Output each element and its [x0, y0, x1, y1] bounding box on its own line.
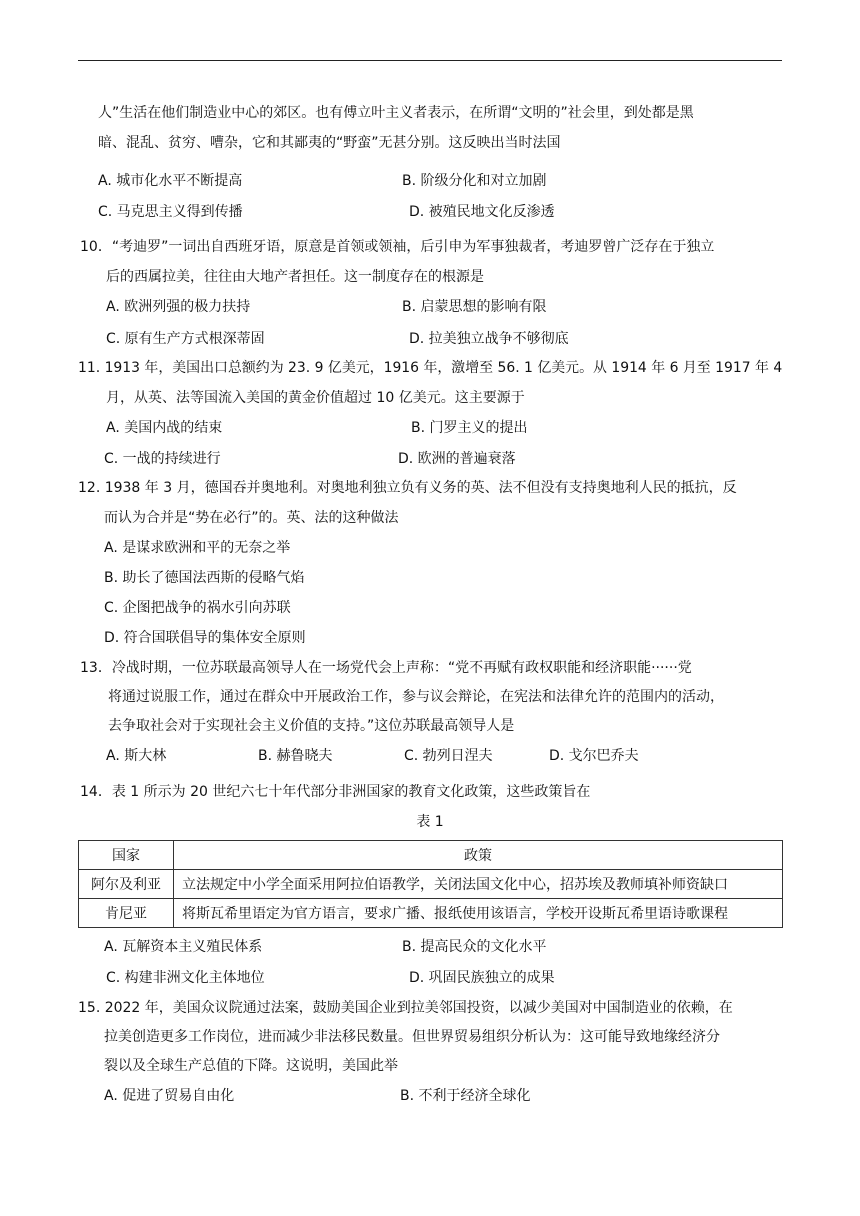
q15-text-line1: 15. 2022 年，美国众议院通过法案，鼓励美国企业到拉美邻国投资，以减少美国对中国制造业的依赖，在 — [78, 1000, 733, 1016]
q14-option-c: C. 构建非洲文化主体地位 — [106, 970, 265, 986]
q12-text-line1: 12. 1938 年 3 月，德国吞并奥地利。对奥地利独立负有义务的英、法不但没有支持奥地利人民的抵抗，反 — [78, 480, 737, 496]
q9-option-d: D. 被殖民地文化反渗透 — [409, 204, 555, 220]
q9-text-line1: 人”生活在他们制造业中心的郊区。也有傅立叶主义者表示，在所谓“文明的”社会里，到处都是黑 — [98, 105, 694, 121]
q12-option-a: A. 是谋求欧洲和平的无奈之举 — [104, 540, 291, 556]
table-header-row — [79, 841, 783, 870]
q9-option-c: C. 马克思主义得到传播 — [98, 204, 243, 220]
table-caption: 表 1 — [416, 814, 444, 830]
q13-text-line2: 将通过说服工作，通过在群众中开展政治工作，参与议会辩论，在宪法和法律允许的范围内的活动， — [108, 689, 724, 705]
q11-option-d: D. 欧洲的普遍衰落 — [398, 451, 516, 467]
table-row — [79, 899, 783, 928]
table-header-country: 国家 — [79, 841, 174, 870]
q10-text-line1: 10．“考迪罗”一词出自西班牙语，原意是首领或领袖，后引申为军事独裁者，考迪罗曾广泛存在于独立 — [80, 239, 715, 255]
q10-text-line2: 后的西属拉美，往往由大地产者担任。这一制度存在的根源是 — [106, 269, 484, 285]
q11-option-b: B. 门罗主义的提出 — [411, 420, 528, 436]
q10-option-a: A. 欧洲列强的极力扶持 — [106, 299, 251, 315]
q13-option-d: D. 戈尔巴乔夫 — [549, 748, 639, 764]
table-cell-policy: 将斯瓦希里语定为官方语言，要求广播、报纸使用该语言，学校开设斯瓦希里语诗歌课程 — [174, 899, 783, 928]
table-cell-policy: 立法规定中小学全面采用阿拉伯语教学，关闭法国文化中心，招苏埃及教师填补师资缺口 — [174, 870, 783, 899]
q12-text-line2: 而认为合并是“势在必行”的。英、法的这种做法 — [104, 510, 399, 526]
q15-option-a: A. 促进了贸易自由化 — [104, 1088, 235, 1104]
q11-option-a: A. 美国内战的结束 — [106, 420, 223, 436]
q9-option-b: B. 阶级分化和对立加剧 — [402, 173, 547, 189]
q11-text-line1: 11. 1913 年，美国出口总额约为 23. 9 亿美元，1916 年，激增至 56. 1 亿美元。从 1914 年 6 月至 1917 年 4 — [78, 360, 783, 376]
table-row — [79, 870, 783, 899]
q11-option-c: C. 一战的持续进行 — [104, 451, 221, 467]
q10-option-b: B. 启蒙思想的影响有限 — [402, 299, 547, 315]
q13-text-line1: 13．冷战时期，一位苏联最高领导人在一场党代会上声称：“党不再赋有政权职能和经济职能······党 — [80, 660, 692, 676]
q9-text-line2: 暗、混乱、贫穷、嘈杂，它和其鄙夷的“野蛮”无甚分别。这反映出当时法国 — [98, 135, 561, 151]
table-header-policy: 政策 — [174, 841, 783, 870]
q9-option-a: A. 城市化水平不断提高 — [98, 173, 243, 189]
q15-text-line2: 拉美创造更多工作岗位，进而减少非法移民数量。但世界贸易组织分析认为：这可能导致地缘经济分 — [104, 1029, 720, 1045]
q10-option-c: C. 原有生产方式根深蒂固 — [106, 331, 265, 347]
q15-option-b: B. 不利于经济全球化 — [400, 1088, 531, 1104]
q13-option-c: C. 勃列日涅夫 — [404, 748, 493, 764]
q12-option-d: D. 符合国联倡导的集体安全原则 — [104, 630, 306, 646]
q13-option-b: B. 赫鲁晓夫 — [258, 748, 333, 764]
q12-option-b: B. 助长了德国法西斯的侵略气焰 — [104, 570, 305, 586]
table-cell-country: 阿尔及利亚 — [79, 870, 174, 899]
q14-option-d: D. 巩固民族独立的成果 — [409, 970, 555, 986]
q13-text-line3: 去争取社会对于实现社会主义价值的支持。”这位苏联最高领导人是 — [108, 718, 515, 734]
q11-text-line2: 月，从英、法等国流入美国的黄金价值超过 10 亿美元。这主要源于 — [106, 390, 525, 406]
q15-text-line3: 裂以及全球生产总值的下降。这说明，美国此举 — [104, 1058, 398, 1074]
q14-option-b: B. 提高民众的文化水平 — [402, 939, 547, 955]
q10-option-d: D. 拉美独立战争不够彻底 — [409, 331, 569, 347]
q14-option-a: A. 瓦解资本主义殖民体系 — [104, 939, 263, 955]
q12-option-c: C. 企图把战争的祸水引向苏联 — [104, 600, 291, 616]
policy-table — [78, 840, 783, 928]
header-rule — [78, 60, 782, 61]
q14-text-line1: 14．表 1 所示为 20 世纪六七十年代部分非洲国家的教育文化政策，这些政策旨在 — [80, 784, 591, 800]
q13-option-a: A. 斯大林 — [106, 748, 167, 764]
table-cell-country: 肯尼亚 — [79, 899, 174, 928]
